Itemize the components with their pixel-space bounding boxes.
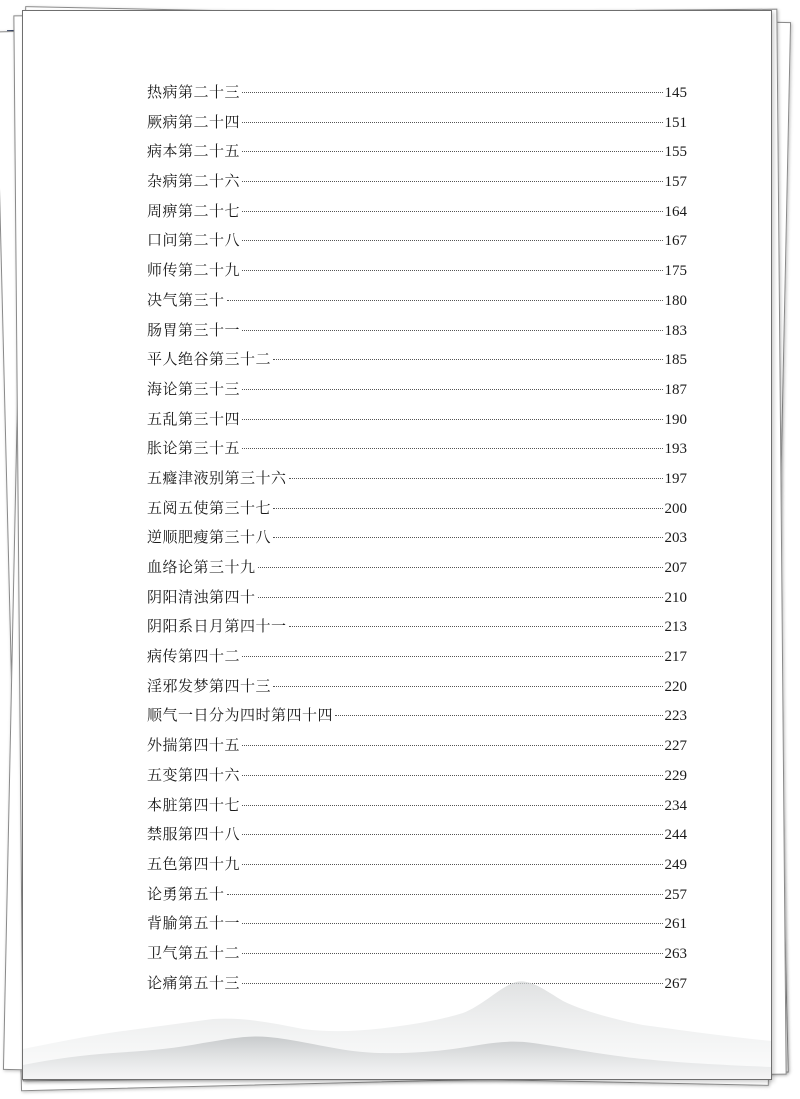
toc-entry-page-number: 187 (664, 381, 687, 398)
toc-entry-title: 五变第四十六 (147, 765, 241, 784)
toc-entry-title: 厥病第二十四 (147, 112, 241, 131)
toc-entry-page-number: 213 (664, 619, 687, 636)
toc-entry-page-number: 203 (664, 530, 687, 547)
toc-dot-leader (335, 715, 662, 716)
toc-entry-title: 五色第四十九 (147, 854, 241, 873)
toc-entry-title: 五乱第三十四 (147, 409, 241, 428)
toc-dot-leader (242, 448, 662, 449)
toc-entry-page-number: 229 (664, 767, 687, 784)
toc-entry-page-number: 185 (664, 352, 687, 369)
toc-entry-title: 卫气第五十二 (147, 943, 241, 962)
toc-entry-title: 外揣第四十五 (147, 736, 241, 755)
toc-entry-title: 论痛第五十三 (147, 973, 241, 992)
toc-dot-leader (242, 745, 662, 746)
toc-dot-leader (242, 389, 662, 390)
toc-entry-page-number: 151 (664, 114, 687, 131)
toc-entry (147, 289, 687, 319)
toc-entry-title: 背腧第五十一 (147, 914, 241, 933)
toc-dot-leader (242, 656, 662, 657)
toc-entry-page-number: 210 (664, 589, 687, 606)
toc-entry-page-number: 175 (664, 263, 687, 280)
toc-entry (147, 259, 687, 289)
toc-entry (147, 734, 687, 764)
toc-entry (147, 556, 687, 586)
toc-entry-title: 平人绝谷第三十二 (147, 350, 272, 369)
toc-entry (147, 111, 687, 141)
toc-entry-page-number: 249 (664, 856, 687, 873)
toc-entry (147, 437, 687, 467)
table-of-contents (147, 81, 687, 1001)
toc-dot-leader (242, 92, 662, 93)
toc-entry-title: 禁服第四十八 (147, 825, 241, 844)
toc-dot-leader (227, 300, 663, 301)
toc-entry (147, 764, 687, 794)
toc-entry-title: 热病第二十三 (147, 83, 241, 101)
toc-entry (147, 615, 687, 645)
toc-entry-title: 阴阳清浊第四十 (147, 587, 256, 606)
toc-page (22, 10, 772, 1080)
toc-entry (147, 170, 687, 200)
toc-entry (147, 408, 687, 438)
toc-entry (147, 200, 687, 230)
toc-entry (147, 319, 687, 349)
toc-dot-leader (242, 151, 662, 152)
toc-entry (147, 645, 687, 675)
toc-entry-title: 顺气一日分为四时第四十四 (147, 706, 334, 725)
toc-dot-leader (242, 122, 662, 123)
toc-dot-leader (273, 508, 662, 509)
toc-dot-leader (258, 597, 663, 598)
toc-entry (147, 81, 687, 111)
toc-dot-leader (242, 270, 662, 271)
toc-entry-page-number: 217 (664, 649, 687, 666)
toc-dot-leader (242, 330, 662, 331)
toc-dot-leader (242, 923, 662, 924)
toc-entry-page-number: 223 (664, 708, 687, 725)
toc-entry-title: 肠胃第三十一 (147, 320, 241, 339)
mountain-landscape-illustration (23, 969, 771, 1079)
toc-entry (147, 497, 687, 527)
toc-dot-leader (258, 567, 663, 568)
toc-entry-title: 论勇第五十 (147, 884, 225, 903)
toc-entry-title: 胀论第三十五 (147, 439, 241, 458)
toc-dot-leader (273, 686, 662, 687)
toc-dot-leader (227, 894, 663, 895)
toc-dot-leader (273, 537, 662, 538)
toc-entry-title: 病传第四十二 (147, 647, 241, 666)
toc-dot-leader (289, 478, 663, 479)
toc-entry (147, 704, 687, 734)
toc-dot-leader (242, 864, 662, 865)
toc-entry-title: 杂病第二十六 (147, 172, 241, 191)
toc-entry-page-number: 234 (664, 797, 687, 814)
toc-entry-title: 淫邪发梦第四十三 (147, 676, 272, 695)
toc-entry-page-number: 257 (664, 886, 687, 903)
toc-entry-page-number: 155 (664, 144, 687, 161)
toc-entry-page-number: 244 (664, 827, 687, 844)
toc-entry (147, 853, 687, 883)
toc-entry-page-number: 200 (664, 500, 687, 517)
toc-entry (147, 348, 687, 378)
toc-entry-title: 逆顺肥瘦第三十八 (147, 528, 272, 547)
toc-entry-title: 五阅五使第三十七 (147, 498, 272, 517)
toc-dot-leader (242, 211, 662, 212)
toc-entry (147, 229, 687, 259)
toc-entry-page-number: 263 (664, 945, 687, 962)
toc-entry (147, 823, 687, 853)
toc-entry-title: 五癃津液别第三十六 (147, 468, 287, 487)
toc-entry-page-number: 207 (664, 560, 687, 576)
toc-entry-title: 本脏第四十七 (147, 795, 241, 814)
toc-entry-page-number: 164 (664, 203, 687, 220)
toc-dot-leader (242, 953, 662, 954)
toc-entry-page-number: 167 (664, 233, 687, 250)
toc-entry (147, 942, 687, 972)
toc-entry (147, 794, 687, 824)
toc-dot-leader (242, 181, 662, 182)
toc-entry-page-number: 193 (664, 441, 687, 458)
toc-entry (147, 467, 687, 497)
toc-entry (147, 140, 687, 170)
toc-entry-title: 师传第二十九 (147, 261, 241, 280)
toc-entry-page-number: 183 (664, 322, 687, 339)
toc-entry-title: 口问第二十八 (147, 231, 241, 250)
toc-entry-title: 阴阳系日月第四十一 (147, 617, 287, 636)
toc-entry-page-number: 267 (664, 975, 687, 992)
toc-entry-page-number: 220 (664, 678, 687, 695)
toc-entry (147, 883, 687, 913)
toc-entry (147, 586, 687, 616)
toc-entry-title: 决气第三十 (147, 290, 225, 309)
toc-dot-leader (242, 834, 662, 835)
toc-dot-leader (242, 775, 662, 776)
toc-entry-page-number: 227 (664, 738, 687, 755)
toc-entry-page-number: 145 (664, 85, 687, 101)
toc-entry (147, 912, 687, 942)
toc-entry-title: 血络论第三十九 (147, 558, 256, 576)
toc-entry-page-number: 157 (664, 174, 687, 191)
toc-entry-page-number: 261 (664, 916, 687, 933)
toc-entry-title: 病本第二十五 (147, 142, 241, 161)
toc-entry-page-number: 197 (664, 470, 687, 487)
toc-dot-leader (242, 240, 662, 241)
toc-dot-leader (242, 419, 662, 420)
toc-entry (147, 378, 687, 408)
toc-entry-title: 海论第三十三 (147, 379, 241, 398)
toc-dot-leader (289, 626, 663, 627)
toc-entry-title: 周痹第二十七 (147, 201, 241, 220)
toc-entry (147, 675, 687, 705)
toc-dot-leader (242, 805, 662, 806)
toc-entry (147, 526, 687, 556)
toc-entry-page-number: 190 (664, 411, 687, 428)
toc-entry-page-number: 180 (664, 292, 687, 309)
toc-dot-leader (273, 359, 662, 360)
